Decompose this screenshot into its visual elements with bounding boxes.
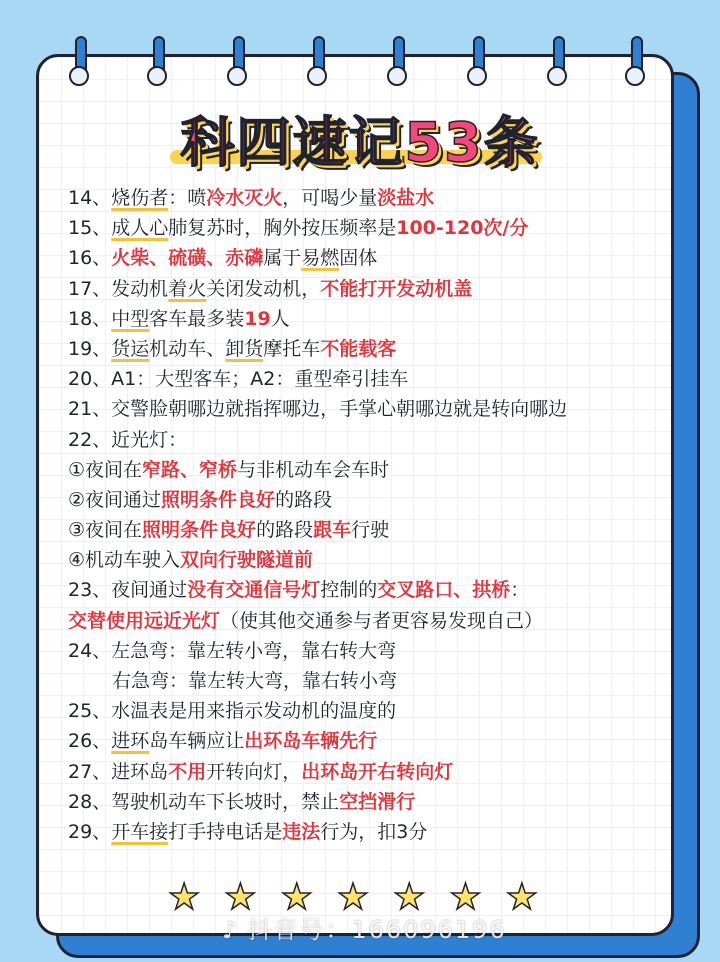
rule-line — [68, 274, 668, 304]
line-text: 19、 — [68, 337, 112, 360]
highlight-text: 双向行驶隧道前 — [180, 549, 314, 572]
watermark — [222, 910, 507, 945]
binding-ring — [466, 36, 488, 94]
rule-line — [68, 787, 668, 817]
highlight-text: 照明条件良好 — [142, 519, 257, 542]
line-text: ： — [510, 579, 530, 602]
highlight-text: 火柴、硫磺、赤磷 — [111, 247, 264, 270]
highlight-text: 窄路、窄桥 — [142, 458, 238, 481]
binding-ring — [226, 36, 248, 94]
line-text: ，可喝少量 — [282, 187, 378, 209]
line-text: 17、发动机 — [68, 277, 169, 300]
rule-line — [68, 334, 668, 364]
rule-line — [68, 485, 668, 515]
line-text: 易燃 — [301, 247, 340, 270]
highlight-text: 交叉路口、拱桥 — [377, 579, 511, 602]
rule-list — [68, 183, 668, 847]
highlight-text: 违法 — [282, 820, 321, 843]
binding-ring — [68, 36, 90, 94]
line-text: 16、 — [68, 247, 112, 270]
line-text: 卸货 — [225, 337, 264, 360]
line-text: 肺复苏时，胸外按压频率是 — [168, 217, 397, 240]
rule-line — [68, 425, 668, 455]
line-text: 21、交警脸朝哪边就指挥哪边，手掌心朝哪边就是转向哪边 — [68, 398, 568, 421]
highlight-text: 19 — [244, 307, 271, 330]
rule-line — [68, 666, 668, 696]
page-title: 科四速记53条 — [180, 111, 540, 174]
star-icon: ★ — [505, 877, 538, 918]
star-icon: ★ — [280, 877, 313, 918]
rule-line — [68, 515, 668, 545]
line-text: ④机动车驶入 — [68, 549, 181, 572]
rule-line — [68, 243, 668, 273]
rule-line — [68, 394, 668, 424]
highlight-text: 不能打开发动机盖 — [320, 277, 473, 300]
highlight-text: 不能载客 — [320, 337, 397, 360]
rule-line — [68, 183, 668, 213]
watermark-text: 抖音号：166096196 — [247, 916, 507, 944]
tiktok-icon: ♪ — [222, 916, 240, 944]
rule-line — [68, 213, 668, 243]
line-text: 18、 — [68, 307, 112, 330]
line-text: 的路段 — [256, 519, 314, 542]
line-text: ：喷 — [168, 187, 207, 209]
star-icon: ★ — [449, 877, 482, 918]
highlight-text: 不用 — [168, 760, 207, 783]
line-text: 的路段 — [275, 488, 333, 511]
line-text: 29、 — [68, 820, 112, 843]
line-text: 中型 — [111, 307, 150, 330]
highlight-text: 淡盐水 — [377, 187, 435, 209]
binding-ring — [386, 36, 408, 94]
line-text: 20、A1：大型客车；A2：重型牵引挂车 — [68, 368, 409, 391]
line-text: （使其他交通参与者更容易发现自己） — [220, 609, 544, 632]
star-icon: ★ — [393, 877, 426, 918]
line-text: 22、近光灯： — [68, 428, 188, 451]
line-text: 14、 — [68, 187, 112, 209]
line-text: 开车接 — [111, 820, 169, 843]
line-text: 24、左急弯：靠左转小弯，靠右转大弯 — [68, 639, 397, 662]
rule-line — [68, 575, 668, 605]
highlight-text: 照明条件良好 — [161, 488, 276, 511]
line-text: 控制的 — [320, 579, 378, 602]
highlight-text: 没有交通信号灯 — [187, 579, 321, 602]
line-text: 属于 — [263, 247, 302, 270]
binding-ring — [306, 36, 328, 94]
rule-line — [68, 726, 668, 756]
line-text: 人 — [270, 307, 290, 330]
line-text: 15、 — [68, 217, 112, 240]
binding-ring — [624, 36, 646, 94]
highlight-text: 交替使用远近光灯 — [68, 609, 221, 632]
binding-ring — [146, 36, 168, 94]
rule-line — [68, 545, 668, 575]
line-text: 成人心 — [111, 217, 169, 240]
star-icon: ★ — [224, 877, 257, 918]
line-text: 货运 — [111, 337, 150, 360]
highlight-text: 出环岛开右转向灯 — [301, 760, 454, 783]
line-text: ②夜间通过 — [68, 488, 162, 511]
line-text: 烧伤者 — [111, 187, 169, 209]
line-text: 行为，扣3分 — [320, 820, 428, 843]
line-text: 打手持电话是 — [168, 820, 283, 843]
line-text: 28、驾驶机动车下长坡时，禁止 — [68, 790, 340, 813]
line-text: 25、水温表是用来指示发动机的温度的 — [68, 700, 397, 723]
rule-line — [68, 606, 668, 636]
line-text: 客车最多装 — [149, 307, 245, 330]
binding-ring — [546, 36, 568, 94]
line-text: 27、进环岛 — [68, 760, 169, 783]
line-text: 26、 — [68, 730, 112, 753]
rule-line — [68, 757, 668, 787]
rule-line — [68, 636, 668, 666]
line-text: 摩托车 — [263, 337, 321, 360]
highlight-text: 跟车 — [313, 519, 352, 542]
line-text: 进环 — [111, 730, 150, 753]
line-text: 与非机动车会车时 — [237, 458, 390, 481]
rule-line — [68, 817, 668, 847]
line-text: 机动车、 — [149, 337, 226, 360]
line-text: ①夜间在 — [68, 458, 143, 481]
star-icon: ★ — [336, 877, 370, 918]
rule-line — [68, 696, 668, 726]
highlight-text: 空挡滑行 — [339, 790, 416, 813]
line-text: 固体 — [339, 247, 378, 270]
rule-line — [68, 364, 668, 394]
highlight-text: 100-120次/分 — [396, 217, 529, 240]
highlight-text: 冷水灭火 — [206, 187, 283, 209]
line-text: 开转向灯， — [206, 760, 302, 783]
line-text: 岛车辆应让 — [149, 730, 245, 753]
rule-line — [68, 455, 668, 485]
line-text: 着火 — [168, 277, 207, 300]
line-text: ③夜间在 — [68, 519, 143, 542]
line-text: 右急弯：靠左转大弯，靠右转小弯 — [112, 670, 398, 692]
line-text: 23、夜间通过 — [68, 579, 188, 602]
line-text: 关闭发动机， — [206, 277, 321, 300]
star-icon: ★ — [168, 877, 201, 918]
highlight-text: 出环岛车辆先行 — [244, 730, 378, 753]
rule-line — [68, 304, 668, 334]
line-text: 行驶 — [351, 519, 390, 542]
